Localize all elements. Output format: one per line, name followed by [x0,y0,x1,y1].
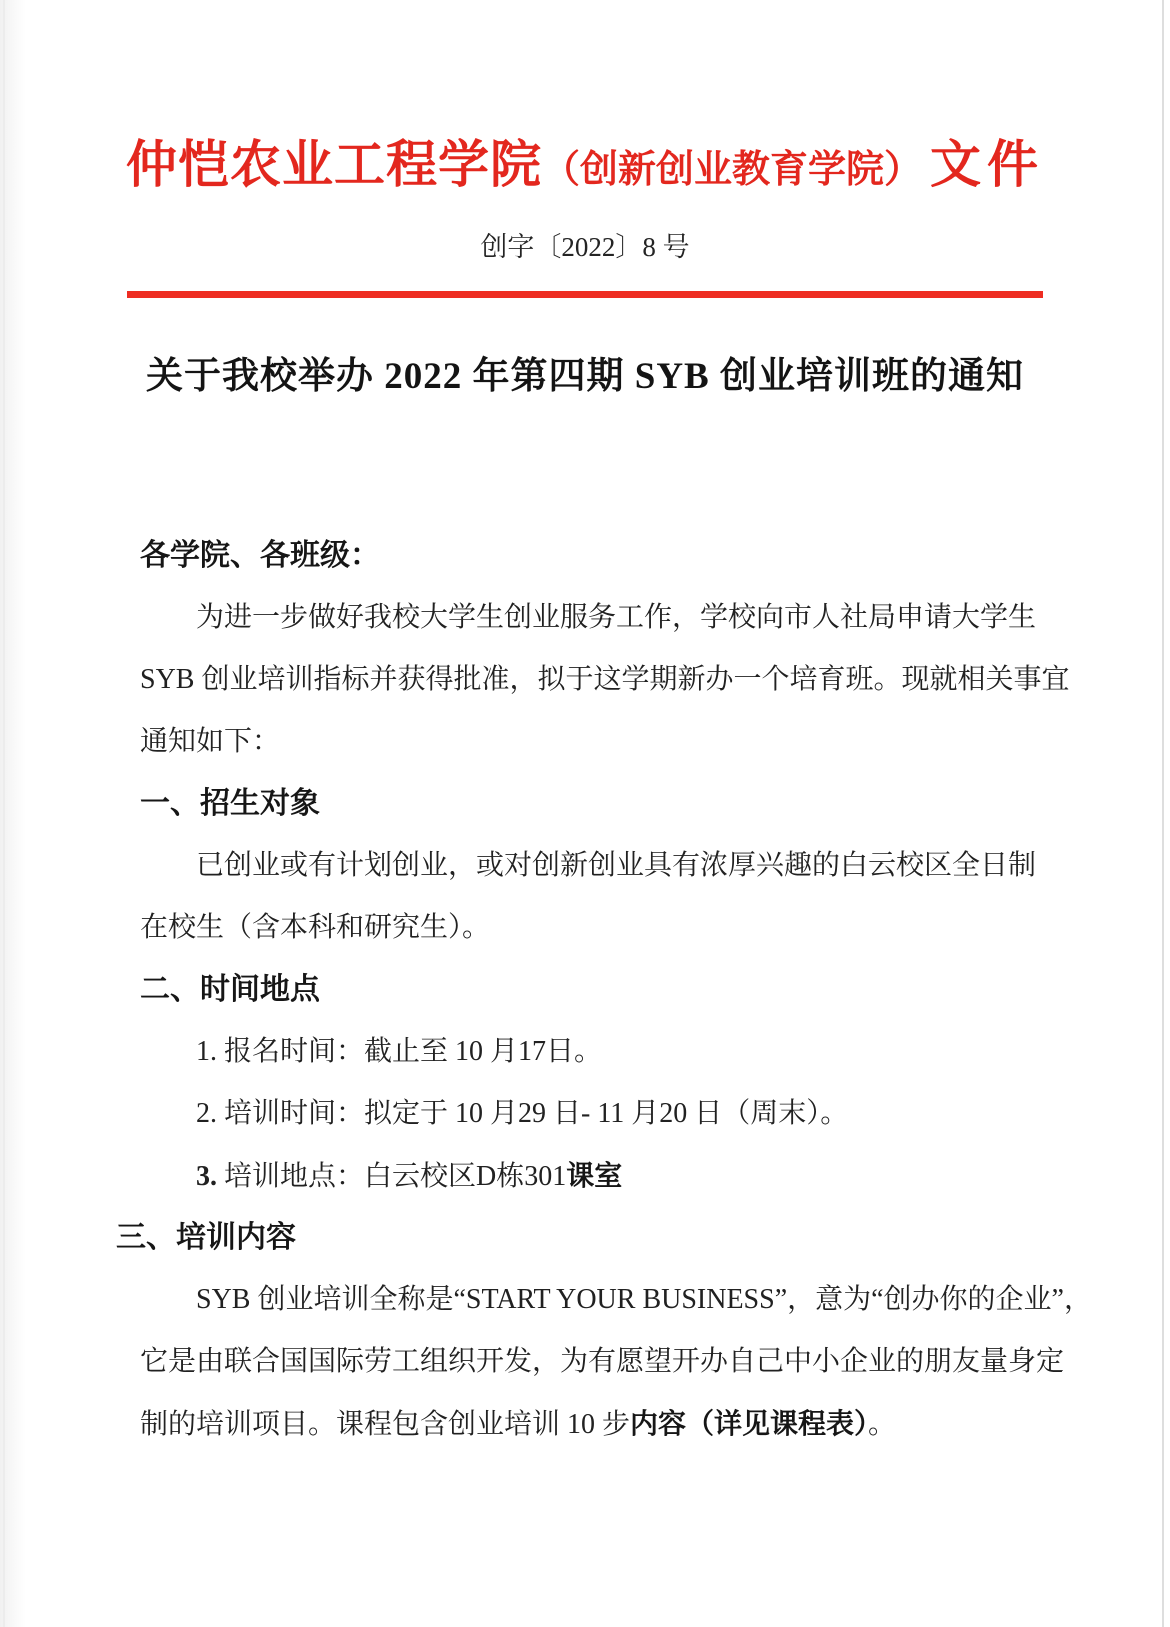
section-1-heading: 一、招生对象 [140,787,320,820]
closing-emphasis: 内容（详见课程表） [630,1408,869,1439]
section-2-item-1: 1. 报名时间：截止至 10 月17日。 [196,1036,603,1067]
document-number: 创字〔2022〕8 号 [480,232,690,262]
letterhead-org-subname: （创新创业教育学院） [541,149,922,191]
section-1-line-2: 在校生（含本科和研究生）。 [140,912,491,943]
section-2-heading: 二、时间地点 [140,973,320,1006]
section-3-heading: 三、培训内容 [116,1221,296,1254]
section-3-line-2: 它是由联合国国际劳工组织开发，为有愿望开办自己中小企业的朋友量身定 [140,1346,1065,1377]
closing-text: 制的培训项目。课程包含创业培训 10 步 [140,1409,631,1440]
letterhead-org-name: 仲恺农业工程学院 [125,138,542,194]
salutation-line: 各学院、各班级： [140,539,380,572]
item-3-number: 3. [196,1161,217,1192]
item-3-emphasis: 课室 [566,1160,623,1191]
closing-period: 。 [868,1409,897,1440]
item-3-text: 培训地点：白云校区D栋301 [217,1161,567,1192]
intro-line-2: SYB 创业培训指标并获得批准，拟于这学期新办一个培育班。现就相关事宜 [140,664,1070,695]
section-3-line-1: SYB 创业培训全称是“START YOUR BUSINESS”，意为“创办你的企业”， [196,1284,1092,1315]
intro-line-1: 为进一步做好我校大学生创业服务工作，学校向市人社局申请大学生 [196,602,1037,633]
section-2-item-3 [140,1145,1040,1207]
letterhead-doc-word: 文件 [930,138,1045,194]
letterhead [0,130,1170,214]
document-title: 关于我校举办 2022 年第四期 SYB 创业培训班的通知 [146,356,1024,397]
red-divider-rule [127,291,1043,298]
section-2-item-2: 2. 培训时间：拟定于 10 月29 日- 11 月20 日（周末）。 [196,1098,849,1129]
section-3-line-3 [140,1393,1040,1455]
document-body [116,525,1092,1455]
section-1-line-1: 已创业或有计划创业，或对创新创业具有浓厚兴趣的白云校区全日制 [196,850,1037,881]
intro-line-3: 通知如下： [140,726,281,757]
